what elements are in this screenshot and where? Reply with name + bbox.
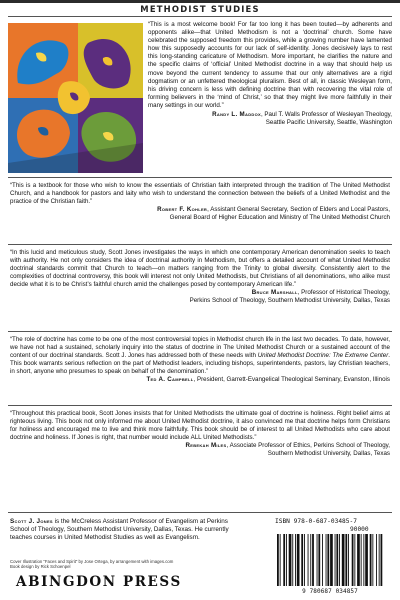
quote-text: “In this lucid and meticulous study, Scott Jones investigates the ways in which one contemporary American denomination seeks to teach with authority. He not only considers the idea of doctrinal authority in Methodism, but offers a detailed account of what United Methodist doctrinal standards commit that Church to teach—on matters ranging from the Trinity to global diversity. Consistently alert to the complexities of doctrinal controversy, this book will interest not only United Methodists, but Christians of all denominations, who alike must decide what it is to be Christ’s faithful church amid the challenges posed by contemporary American life.” bbox=[10, 249, 390, 289]
endorsement-marshall bbox=[10, 249, 390, 305]
barcode-bar bbox=[357, 534, 360, 586]
endorser-name: Randy L. Maddox bbox=[212, 111, 261, 119]
endorser-role: Professor of Historical Theology, bbox=[301, 289, 390, 297]
barcode-bar bbox=[327, 534, 329, 586]
endorser-affiliation: General Board of Higher Education and Ministry of The United Methodist Church bbox=[169, 214, 390, 222]
publisher-logo: ABINGDON PRESS bbox=[16, 574, 182, 590]
barcode-bar bbox=[361, 534, 362, 586]
endorser-name: Bruce Marshall bbox=[251, 289, 298, 297]
series-label: METHODIST STUDIES bbox=[140, 4, 260, 14]
barcode-bar bbox=[312, 534, 314, 586]
barcode-bar bbox=[365, 534, 368, 586]
quote-text: “The role of doctrine has come to be one of the most controversial topics in Methodist church life in the last two decades. To date, however, we have not had a sustained, scholarly inquiry into the status of doctrine in The United Methodist Church or a sustained account of the content of our doctrinal standards. Scott J. Jones has addressed both of these needs with United Methodist Doctrine: The Extreme Center. This book warrants serious reflection on the part of Methodist leaders, including bishops, superintendents, pastors, lay Christian teachers, in short, anyone who presumes to speak on behalf of the denomination.” bbox=[10, 336, 390, 376]
quote-attribution: Bruce Marshall, Professor of Historical Theology, Perkins School of Theology, Southern Methodist University, Dallas, Texas bbox=[189, 289, 390, 305]
endorsement-campbell bbox=[10, 336, 390, 384]
quote-text: “Throughout this practical book, Scott Jones insists that for United Methodists the ultimate goal of doctrine is holiness. Right belief aims at righteous living. This book not only informed me about United Methodist doctrine, it also convinced me that doctrine helps form Christians for holiness and encouraged me to live and think more faithfully. This book should be of interest to all United Methodists who care about doctrine and holiness. If Jones is right, that number would include ALL United Methodists.” bbox=[10, 410, 390, 442]
top-strip bbox=[0, 0, 400, 3]
barcode-bar bbox=[354, 534, 355, 586]
quote-attribution: Randy L. Maddox, Paul T. Walls Professor of Wesleyan Theology, Seattle Pacific University, Seattle, Washington bbox=[212, 111, 392, 127]
barcode-bar bbox=[381, 534, 383, 586]
endorsement-miles bbox=[10, 410, 390, 458]
barcode-bar bbox=[289, 534, 292, 586]
barcode-bar bbox=[352, 534, 354, 586]
illustration-credit: Cover Illustration “Faces and Spirit” by Jose Ortega, by arrangement with images.com bbox=[10, 559, 174, 564]
barcode-bar bbox=[336, 534, 338, 586]
barcode-bar bbox=[286, 534, 287, 586]
faces-and-spirit-illustration bbox=[8, 23, 143, 173]
barcode-bar bbox=[310, 534, 311, 586]
endorser-role: Associate Professor of Ethics, Perkins School of Theology, bbox=[229, 442, 390, 450]
ean-digits: 9 780687 034857 bbox=[302, 588, 358, 595]
quote-attribution: Ted A. Campbell, President, Garrett-Evangelical Theological Seminary, Evanston, Illinois bbox=[146, 376, 390, 384]
price-code: 90000 bbox=[350, 526, 369, 533]
header-rule bbox=[8, 16, 392, 17]
quote-attribution: Rebekah Miles, Associate Professor of Ethics, Perkins School of Theology, Southern Methodist University, Dallas, Texas bbox=[185, 442, 390, 458]
barcode-bar bbox=[342, 534, 345, 586]
author-bio-text: is the McCreless Assistant Professor of Evangelism at Perkins School of Theology, Southern Methodist University, Dallas, Texas. He currently teaches courses in United Methodist Studies as well as Evangelism. bbox=[10, 518, 229, 542]
barcode-bar bbox=[295, 534, 296, 586]
isbn-label: ISBN 978-0-687-03485-7 bbox=[275, 518, 357, 525]
barcode-bar bbox=[283, 534, 285, 586]
divider bbox=[8, 331, 392, 332]
barcode-bar bbox=[363, 534, 364, 586]
barcode-bar bbox=[379, 534, 380, 586]
barcode-bar bbox=[370, 534, 372, 586]
divider bbox=[8, 177, 392, 178]
endorser-role: Paul T. Walls Professor of Wesleyan Theology, bbox=[264, 111, 392, 119]
endorser-role: President, Garrett-Evangelical Theological Seminary, Evanston, Illinois bbox=[196, 376, 390, 384]
barcode-bar bbox=[280, 534, 281, 586]
endorser-name: Robert F. Kohler bbox=[157, 206, 208, 214]
design-credit: Book design by Rick Schoenpel bbox=[10, 564, 71, 570]
book-title: United Methodist Doctrine: The Extreme Center bbox=[257, 352, 389, 360]
quote-attribution: Robert F. Kohler, Assistant General Secretary, Section of Elders and Local Pastors, General Board of Higher Education and Ministry of The United Methodist Church bbox=[157, 206, 390, 222]
barcode-bar bbox=[317, 534, 318, 586]
barcode-bar bbox=[376, 534, 377, 586]
endorser-name: Ted A. Campbell bbox=[146, 376, 194, 384]
endorsement-kohler bbox=[10, 182, 390, 222]
barcode-bar bbox=[330, 534, 333, 586]
barcode-bar bbox=[335, 534, 336, 586]
barcode-bar bbox=[345, 534, 347, 586]
endorser-affiliation: Perkins School of Theology, Southern Methodist University, Dallas, Texas bbox=[189, 297, 390, 305]
cover-illustration bbox=[8, 23, 143, 173]
barcode-bar bbox=[301, 534, 303, 586]
barcode-bar bbox=[348, 534, 349, 586]
divider bbox=[8, 405, 392, 406]
endorser-affiliation: Seattle Pacific University, Seattle, Washington bbox=[265, 119, 392, 127]
barcode-bar bbox=[372, 534, 373, 586]
divider bbox=[8, 512, 392, 513]
endorser-role: Assistant General Secretary, Section of Elders and Local Pastors, bbox=[210, 206, 390, 214]
quote-text: “This is a most welcome book! For far too long it has been touted—by adherents and opponents alike—that United Methodism is not a ‘doctrinal’ church. Some have celebrated the supposed freedom this provides, while a growing number have lamented how this supposedly accounts for our lack of self-identity. Jones decisively lays to rest this long-standing caricature of Methodism. More important, he clarifies the nature and the specific claims of ‘official’ United Methodist doctrine in a way that should help us move beyond the current tendency to assume that our only alternatives are a rigid dogmatism or an unfettered theological pluralism. Best of all, in classic Wesleyan form, his driving concern is less with defining doctrine than with recovering the vital role of forming believers in the ‘mind of Christ,’ so that they might live more faithfully in their many settings in our world.” bbox=[148, 21, 392, 109]
quote-text: “This is a textbook for those who wish to know the essentials of Christian faith interpreted through the tradition of The United Methodist Church, and a handbook for pastors and laity who wish to understand the connection between the beliefs of a United Methodist and the practice of the Christian faith.” bbox=[10, 182, 390, 206]
barcode-block bbox=[271, 518, 391, 596]
barcode-bar bbox=[322, 534, 323, 586]
author-bio bbox=[10, 518, 230, 542]
barcode-bars bbox=[271, 534, 389, 589]
divider bbox=[8, 244, 392, 245]
author-name: Scott J. Jones bbox=[10, 518, 53, 525]
endorser-name: Rebekah Miles bbox=[185, 442, 227, 450]
endorser-affiliation: Southern Methodist University, Dallas, Texas bbox=[267, 450, 390, 458]
barcode-bar bbox=[308, 534, 309, 586]
barcode-bar bbox=[318, 534, 320, 586]
barcode-bar bbox=[326, 534, 327, 586]
barcode-bar bbox=[277, 534, 279, 586]
barcode-bar bbox=[297, 534, 300, 586]
barcode-bar bbox=[339, 534, 340, 586]
cover-credit bbox=[10, 559, 220, 570]
barcode-bar bbox=[304, 534, 305, 586]
endorsement-maddox bbox=[148, 21, 392, 127]
barcode-bar bbox=[292, 534, 293, 586]
